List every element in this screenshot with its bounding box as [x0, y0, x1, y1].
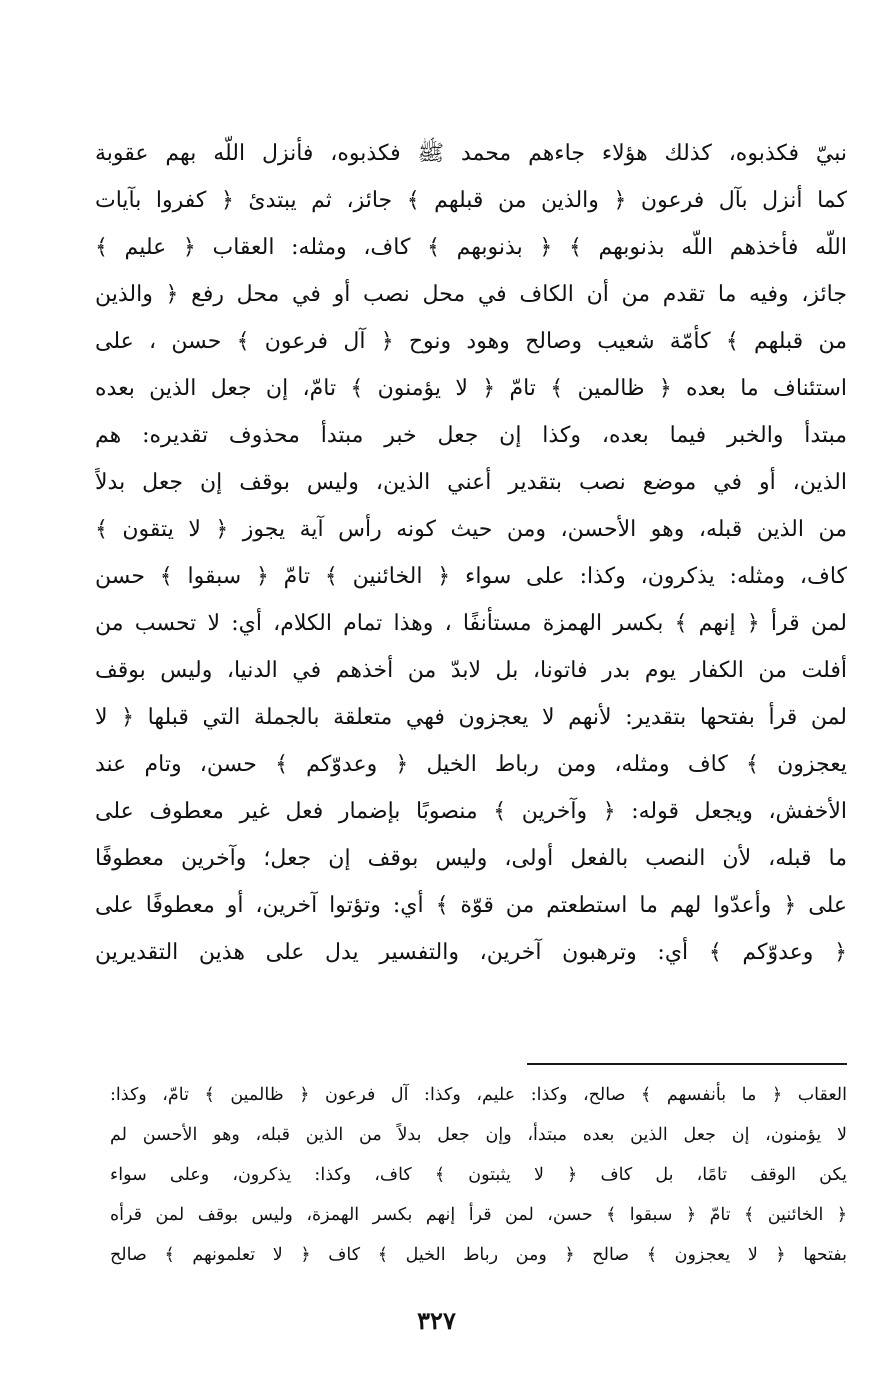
text-line: مبتدأ والخبر فيما بعده، وكذا إن جعل خبر مبتدأ محذوف تقديره: هم — [95, 423, 847, 448]
main-text-body — [95, 130, 847, 976]
text-line: لمن قرأ ﴿ إنهم ﴾ بكسر الهمزة مستأنفًا ، وهذا تمام الكلام، أي: لا تحسب من — [95, 611, 847, 636]
text-line: الأخفش، ويجعل قوله: ﴿ وآخرين ﴾ منصوبًا بإضمار فعل غير معطوف على — [95, 799, 847, 824]
footnote-line: بفتحها ﴿ لا يعجزون ﴾ صالح ﴿ ومن رباط الخيل ﴾ كاف ﴿ لا تعلمونهم ﴾ صالح — [110, 1245, 847, 1265]
text-line: جائز، وفيه ما تقدم من أن الكاف في محل نصب أو في محل رفع ﴿ والذين — [95, 282, 847, 307]
footnote-line: لا يؤمنون، إن جعل الذين بعده مبتدأ، وإن جعل بدلاً من الذين قبله، وهو الأحسن لم — [110, 1125, 847, 1145]
text-line: نبيّ فكذبوه، كذلك هؤلاء جاءهم محمد ﷺ فكذبوه، فأنزل اللّه بهم عقوبة — [95, 141, 847, 166]
text-line: ﴿ وعدوّكم ﴾ أي: وترهبون آخرين، والتفسير يدل على هذين التقديرين — [95, 940, 847, 965]
footnotes-section — [110, 1075, 847, 1275]
text-line: ما قبله، لأن النصب بالفعل أولى، وليس بوقف إن جعل؛ وآخرين معطوفًا — [95, 846, 847, 871]
footnote-line: ﴿ الخائنين ﴾ تامّ ﴿ سبقوا ﴾ حسن، لمن قرأ إنهم بكسر الهمزة، وليس بوقف لمن قرأه — [110, 1205, 847, 1225]
text-line: يعجزون ﴾ كاف ومثله، ومن رباط الخيل ﴿ وعدوّكم ﴾ حسن، وتام عند — [95, 752, 847, 777]
text-line: لمن قرأ بفتحها بتقدير: لأنهم لا يعجزون فهي متعلقة بالجملة التي قبلها ﴿ لا — [95, 705, 847, 730]
page-number: ٣٢٧ — [417, 1306, 456, 1335]
text-line: من الذين قبله، وهو الأحسن، ومن حيث كونه رأس آية يجوز ﴿ لا يتقون ﴾ — [95, 517, 847, 542]
text-line: من قبلهم ﴾ كأمّة شعيب وصالح وهود ونوح ﴿ آل فرعون ﴾ حسن ، على — [95, 329, 847, 354]
text-line: استئناف ما بعده ﴿ ظالمين ﴾ تامّ ﴿ لا يؤمنون ﴾ تامّ، إن جعل الذين بعده — [95, 376, 847, 401]
footnote-line: يكن الوقف تامًا، بل كاف ﴿ لا يثبتون ﴾ كاف، وكذا: يذكرون، وعلى سواء — [110, 1165, 847, 1185]
text-line: اللّه فأخذهم اللّه بذنوبهم ﴾ ﴿ بذنوبهم ﴾ كاف، ومثله: العقاب ﴿ عليم ﴾ — [95, 235, 847, 260]
footnote-separator — [527, 1063, 847, 1065]
text-line: الذين، أو في موضع نصب بتقدير أعني الذين، وليس بوقف إن جعل بدلاً — [95, 470, 847, 495]
footnote-line: العقاب ﴿ ما بأنفسهم ﴾ صالح، وكذا: عليم، وكذا: آل فرعون ﴿ ظالمين ﴾ تامّ، وكذا: — [110, 1085, 847, 1105]
text-line: كاف، ومثله: يذكرون، وكذا: على سواء ﴿ الخائنين ﴾ تامّ ﴿ سبقوا ﴾ حسن — [95, 564, 847, 589]
text-line: على ﴿ وأعدّوا لهم ما استطعتم من قوّة ﴾ أي: وتؤتوا آخرين، أو معطوفًا على — [95, 893, 847, 918]
text-line: أفلت من الكفار يوم بدر فاتونا، بل لابدّ من أخذهم في الدنيا، وليس بوقف — [95, 658, 847, 683]
text-line: كما أنزل بآل فرعون ﴿ والذين من قبلهم ﴾ جائز، ثم يبتدئ ﴿ كفروا بآيات — [95, 188, 847, 213]
